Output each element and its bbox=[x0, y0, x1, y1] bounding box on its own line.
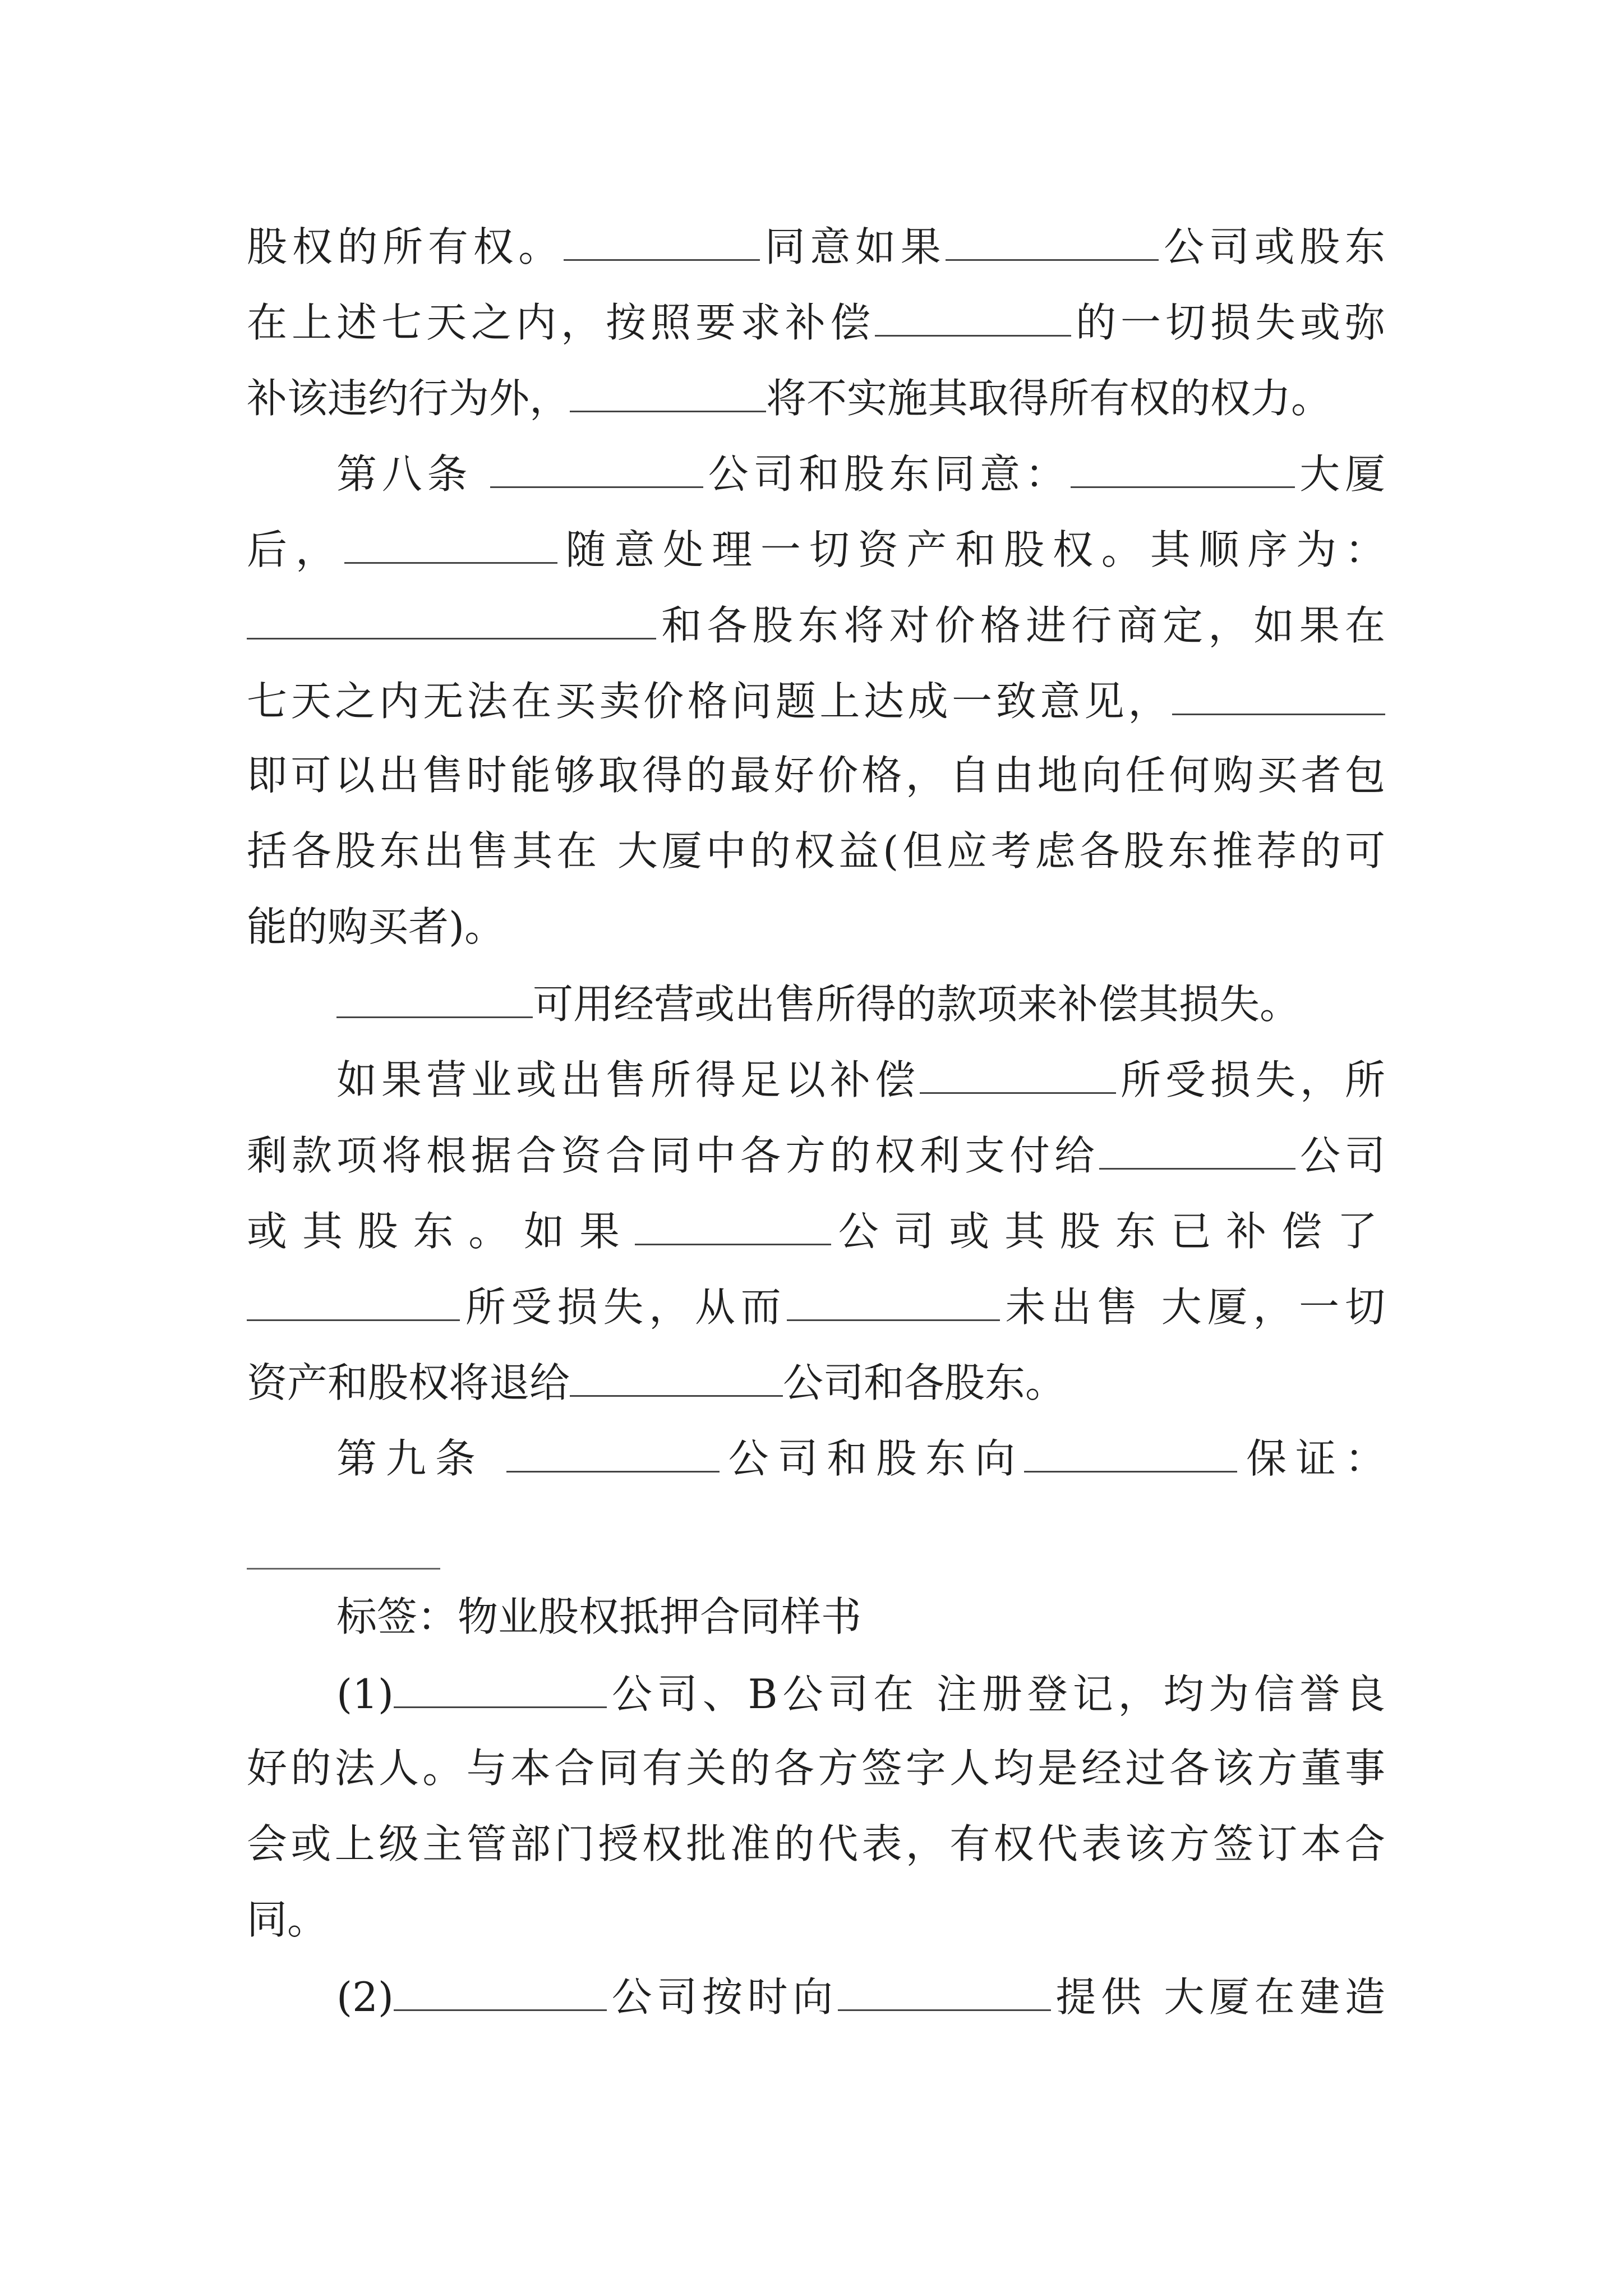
blank-field bbox=[247, 599, 656, 639]
paragraph-line-5 bbox=[247, 523, 1385, 579]
text-segment: 好的法人。与本合同有关的各方签字人均是经过各该方董事 bbox=[247, 1745, 1385, 1792]
text-segment: 保证： bbox=[1237, 1435, 1385, 1482]
tag-text: 标签：物业股权抵押合同样书 bbox=[336, 1593, 862, 1640]
text-segment: 所受损失，从而 bbox=[460, 1283, 787, 1331]
blank-field bbox=[394, 1970, 607, 2011]
text-segment: 补该违约行为外， bbox=[247, 375, 570, 422]
blank-field bbox=[1024, 1432, 1237, 1473]
blank-field bbox=[564, 220, 760, 261]
text-segment: 公司按时向 bbox=[607, 1973, 838, 2021]
paragraph-line-1 bbox=[247, 220, 1385, 276]
text-segment: 同。 bbox=[247, 1896, 328, 1943]
paragraph-line-22 bbox=[247, 1894, 1385, 1950]
text-segment: 所受损失，所 bbox=[1115, 1056, 1385, 1103]
paragraph-line-3 bbox=[247, 371, 1430, 427]
blank-field bbox=[344, 523, 557, 564]
blank-field bbox=[490, 447, 703, 488]
blank-field bbox=[1172, 674, 1385, 715]
text-segment: 公司或股东 bbox=[1159, 223, 1385, 270]
tag-line bbox=[247, 1591, 1385, 1648]
paragraph-line-8 bbox=[247, 750, 1385, 806]
blank-field bbox=[875, 296, 1071, 337]
paragraph-line-14 bbox=[247, 1204, 1385, 1260]
text-segment: 即可以出售时能够取得的最好价格，自由地向任何购买者包 bbox=[247, 752, 1385, 799]
blank-field bbox=[570, 1356, 783, 1397]
paragraph-line-20 bbox=[247, 1743, 1385, 1799]
text-segment: 第九条 bbox=[336, 1435, 506, 1482]
text-segment: 公司和股东同意： bbox=[703, 450, 1071, 498]
text-segment: 资产和股权将退给 bbox=[247, 1359, 570, 1406]
blank-field bbox=[1071, 447, 1295, 488]
text-segment: 股权的所有权。 bbox=[247, 223, 564, 270]
blank-field bbox=[920, 1053, 1116, 1094]
paragraph-line-21 bbox=[247, 1819, 1385, 1875]
paragraph-line-12 bbox=[247, 1053, 1385, 1109]
paragraph-line-7 bbox=[247, 674, 1385, 730]
blank-field bbox=[506, 1432, 720, 1473]
text-segment: 后， bbox=[247, 526, 344, 573]
text-segment: 随意处理一切资产和股权。其顺序为： bbox=[557, 526, 1385, 573]
paragraph-line-19 bbox=[247, 1667, 1385, 1723]
blank-field bbox=[336, 977, 533, 1018]
blank-field bbox=[635, 1204, 831, 1245]
text-segment: 将不实施其取得所有权的权力。 bbox=[766, 375, 1332, 422]
blank-field bbox=[247, 1280, 460, 1321]
text-segment: 的一切损失或弥 bbox=[1071, 299, 1385, 346]
text-segment: 括各股东出售其在 大厦中的权益(但应考虑各股东推荐的可 bbox=[247, 827, 1385, 875]
blank-field bbox=[946, 220, 1159, 261]
paragraph-line-6 bbox=[247, 599, 1385, 655]
text-segment: 公司和股东向 bbox=[719, 1435, 1025, 1482]
paragraph-line-17 bbox=[247, 1432, 1385, 1488]
paragraph-line-2 bbox=[247, 296, 1385, 352]
standalone-blank-line bbox=[247, 1568, 440, 1570]
text-segment: 如果营业或出售所得足以补偿 bbox=[336, 1056, 920, 1103]
text-segment: 会或上级主管部门授权批准的代表，有权代表该方签订本合 bbox=[247, 1820, 1385, 1867]
paragraph-line-10 bbox=[247, 901, 1385, 958]
paragraph-line-16 bbox=[247, 1356, 1385, 1412]
paragraph-line-4 bbox=[247, 447, 1385, 503]
text-segment: 同意如果 bbox=[759, 223, 946, 270]
text-segment: 公司 bbox=[1295, 1132, 1385, 1179]
paragraph-line-9 bbox=[247, 826, 1385, 882]
text-segment: 或其股东。如果 bbox=[247, 1208, 635, 1255]
text-segment: 七天之内无法在买卖价格问题上达成一致意见， bbox=[247, 678, 1172, 725]
blank-field bbox=[394, 1667, 607, 1708]
blank-field bbox=[787, 1280, 1000, 1321]
blank-field bbox=[1099, 1129, 1295, 1170]
blank-field bbox=[570, 371, 766, 412]
text-segment: 公司、B公司在 注册登记，均为信誉良 bbox=[607, 1671, 1385, 1718]
text-segment: 在上述七天之内，按照要求补偿 bbox=[247, 299, 875, 346]
paragraph-line-15 bbox=[247, 1280, 1385, 1336]
text-segment: 提供 大厦在建造 bbox=[1050, 1973, 1385, 2021]
text-segment: (1) bbox=[336, 1671, 394, 1718]
text-segment: 大厦 bbox=[1294, 450, 1385, 498]
paragraph-line-13 bbox=[247, 1129, 1385, 1185]
paragraph-line-23 bbox=[247, 1970, 1385, 2026]
text-segment: 剩款项将根据合资合同中各方的权利支付给 bbox=[247, 1132, 1099, 1179]
text-segment: 能的购买者)。 bbox=[247, 903, 505, 950]
text-segment: 公司和各股东。 bbox=[783, 1359, 1066, 1406]
text-segment: 和各股东将对价格进行商定，如果在 bbox=[656, 602, 1385, 649]
text-segment: 第八条 bbox=[336, 450, 490, 498]
paragraph-line-11 bbox=[247, 977, 1430, 1033]
blank-field bbox=[838, 1970, 1051, 2011]
text-segment: 未出售 大厦，一切 bbox=[999, 1283, 1385, 1331]
text-segment: 可用经营或出售所得的款项来补偿其损失。 bbox=[533, 981, 1301, 1028]
text-segment: 公司或其股东已补偿了 bbox=[831, 1208, 1385, 1255]
text-segment: (2) bbox=[336, 1973, 394, 2021]
